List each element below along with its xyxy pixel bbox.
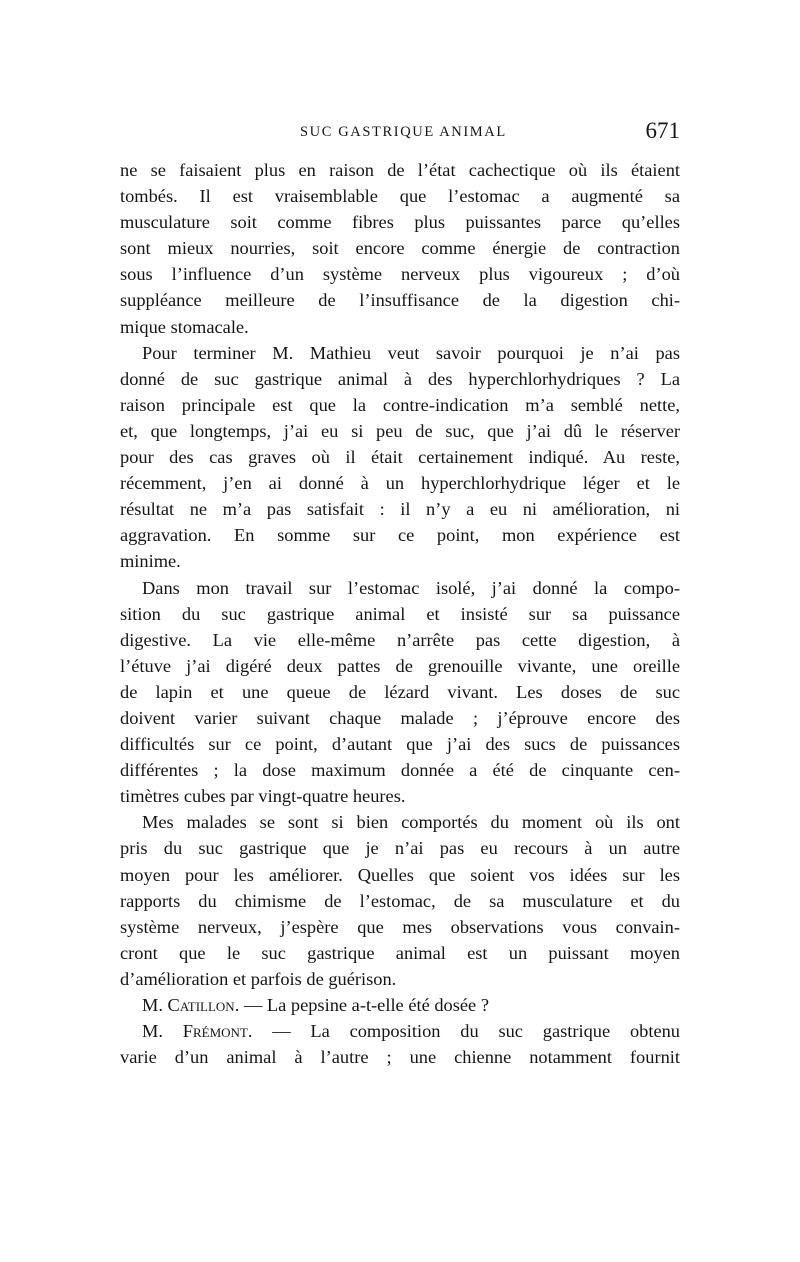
text-line: différentes ; la dose maximum donnée a été de cinquante cen- xyxy=(120,760,680,781)
text-line: Mes malades se sont si bien comportés du moment où ils ont xyxy=(142,812,680,833)
text-line: digestive. La vie elle-même n’arrête pas cette digestion, à xyxy=(120,629,680,650)
running-title: SUC GASTRIQUE ANIMAL xyxy=(300,124,507,140)
text-line: doivent varier suivant chaque malade ; j’éprouve encore des xyxy=(120,707,680,728)
text-line: cront que le suc gastrique animal est un puissant moyen xyxy=(120,942,680,963)
page-number: 671 xyxy=(645,118,680,143)
text-line: pour des cas graves où il était certainement indiqué. Au reste, xyxy=(120,447,680,468)
text-line: musculature soit comme fibres plus puissantes parce qu’elles xyxy=(120,212,680,233)
speaker-text: — La pepsine a-t-elle été dosée ? xyxy=(239,995,489,1015)
text-line: timètres cubes par vingt-quatre heures. xyxy=(120,786,406,807)
text-line: difficultés sur ce point, d’autant que j’ai des sucs de puissances xyxy=(120,734,680,755)
text-line: pris du suc gastrique que je n’ai pas eu recours à un autre xyxy=(120,838,680,859)
text-line: récemment, j’en ai donné à un hyperchlorhydrique léger et le xyxy=(120,473,680,494)
text-line: varie d’un animal à l’autre ; une chienne notamment fournit xyxy=(120,1047,680,1068)
text-line: système nerveux, j’espère que mes observations vous convain- xyxy=(120,916,680,937)
text-line: aggravation. En somme sur ce point, mon expérience est xyxy=(120,525,680,546)
text-line: résultat ne m’a pas satisfait : il n’y a eu ni amélioration, ni xyxy=(120,499,680,520)
text-line: rapports du chimisme de l’estomac, de sa musculature et du xyxy=(120,890,680,911)
text-line: Pour terminer M. Mathieu veut savoir pourquoi je n’ai pas xyxy=(142,342,680,363)
text-line: moyen pour les améliorer. Quelles que soient vos idées sur les xyxy=(120,864,680,885)
body-text xyxy=(120,157,680,1070)
speaker-text: — La composition du suc gastrique obtenu xyxy=(252,1021,680,1042)
text-line: Dans mon travail sur l’estomac isolé, j’ai donné la compo- xyxy=(142,577,680,598)
text-line: sition du suc gastrique animal et insisté sur sa puissance xyxy=(120,603,680,624)
text-line: sont mieux nourries, soit encore comme énergie de contraction xyxy=(120,238,680,259)
text-line: et, que longtemps, j’ai eu si peu de suc, que j’ai dû le réserver xyxy=(120,420,680,441)
text-line: minime. xyxy=(120,551,181,572)
page-header xyxy=(120,118,680,148)
dialogue-line-fremont xyxy=(120,1018,680,1044)
text-line: l’étuve j’ai digéré deux pattes de grenouille vivante, une oreille xyxy=(120,655,680,676)
text-line: donné de suc gastrique animal à des hyperchlorhydriques ? La xyxy=(120,368,680,389)
speaker-name: M. Frémont. xyxy=(142,1021,253,1042)
text-line: raison principale est que la contre-indication m’a semblé nette, xyxy=(120,394,680,415)
speaker-name: M. Catillon. xyxy=(142,995,240,1015)
text-line: d’amélioration et parfois de guérison. xyxy=(120,968,397,989)
text-line: de lapin et une queue de lézard vivant. Les doses de suc xyxy=(120,681,680,702)
dialogue-line-catillon xyxy=(120,992,680,1018)
text-line: mique stomacale. xyxy=(120,316,249,337)
text-line: ne se faisaient plus en raison de l’état cachectique où ils étaient xyxy=(120,160,680,180)
text-line: sous l’influence d’un système nerveux plus vigoureux ; d’où xyxy=(120,264,680,285)
text-line: suppléance meilleure de l’insuffisance de la digestion chi- xyxy=(120,290,680,311)
text-line: tombés. Il est vraisemblable que l’estomac a augmenté sa xyxy=(120,186,680,207)
